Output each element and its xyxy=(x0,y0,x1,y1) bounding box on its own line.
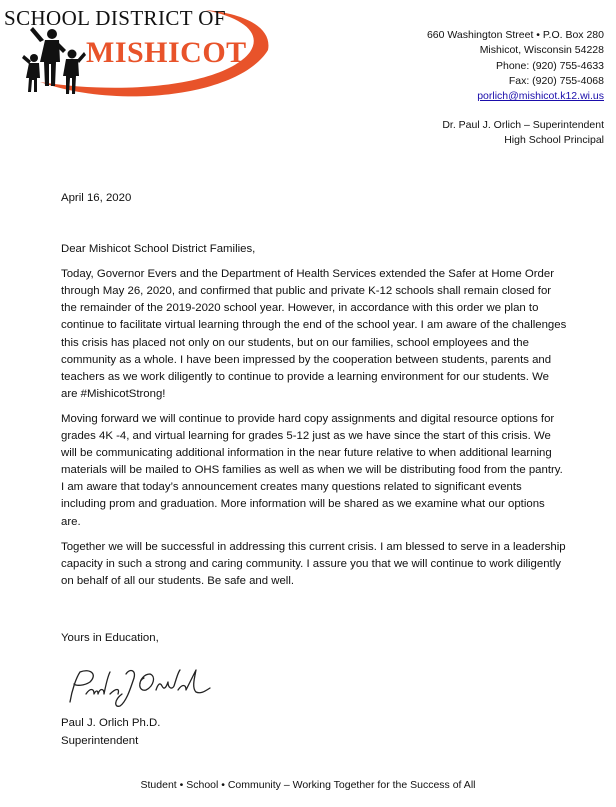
contact-block xyxy=(427,28,604,104)
superintendent-line: Dr. Paul J. Orlich – Superintendent xyxy=(442,119,604,131)
signer-name: Paul J. Orlich Ph.D. xyxy=(61,717,161,729)
city-line: Mishicot, Wisconsin 54228 xyxy=(479,44,604,57)
signer-block xyxy=(61,714,160,750)
principal-line: High School Principal xyxy=(504,133,604,146)
paragraph-3: Together we will be successful in addressing this current crisis. I am blessed to serve in a leadership capacity in such a strong and caring community. I assure you that we will continue to work diligently on behalf of all our students. Be safe and well. xyxy=(61,540,566,587)
fax-line: Fax: (920) 755-4068 xyxy=(508,74,604,87)
letter-body xyxy=(61,190,567,598)
logo-text-line1: SCHOOL DISTRICT OF xyxy=(4,6,226,30)
paragraph-1: Today, Governor Evers and the Department of Health Services extended the Safer at Home Order through May 26, 2020, and confirmed that public and private K-12 schools shall remain closed for the remainder of the 2019-2020 school year. However, in accordance with this order we plan to continue to facilitate virtual learning through the end of the school year. I am aware of the challenges this crisis has placed not only on our students, but on our families, school employees and the community as a whole. I have been impressed by the cooperation between students, parents and teachers as we work diligently to continue to provide a learning environment for our students. We are #MishicotStrong! xyxy=(61,268,567,400)
closing: Yours in Education, xyxy=(61,632,159,644)
handwritten-signature xyxy=(64,664,214,710)
paragraph-2: Moving forward we will continue to provide hard copy assignments and digital resource options for grades 4K -4, and virtual learning for grades 5-12 just as we have since the start of this crisis. We will be communicating additional information in the near future relative to when additional learning materials will be mailed to OHS families as well as when we will be distributing food from the pantry. I am aware that today’s announcement creates many questions related to significant events including prom and graduation. More information will be shared as we examine what our options are. xyxy=(61,412,563,528)
district-logo xyxy=(0,0,280,110)
phone-line: Phone: (920) 755-4633 xyxy=(496,59,604,72)
officials-block xyxy=(442,118,604,147)
email-link[interactable]: porlich@mishicot.k12.wi.us xyxy=(477,90,604,103)
letter-date: April 16, 2020 xyxy=(61,192,132,204)
signer-title: Superintendent xyxy=(61,735,139,747)
address-line: 660 Washington Street • P.O. Box 280 xyxy=(426,29,604,41)
salutation: Dear Mishicot School District Families, xyxy=(61,243,256,256)
footer-motto: Student • School • Community – Working Together for the Success of All xyxy=(140,779,476,791)
logo-text-line2: MISHICOT xyxy=(86,36,247,69)
family-figures-icon xyxy=(22,27,86,94)
